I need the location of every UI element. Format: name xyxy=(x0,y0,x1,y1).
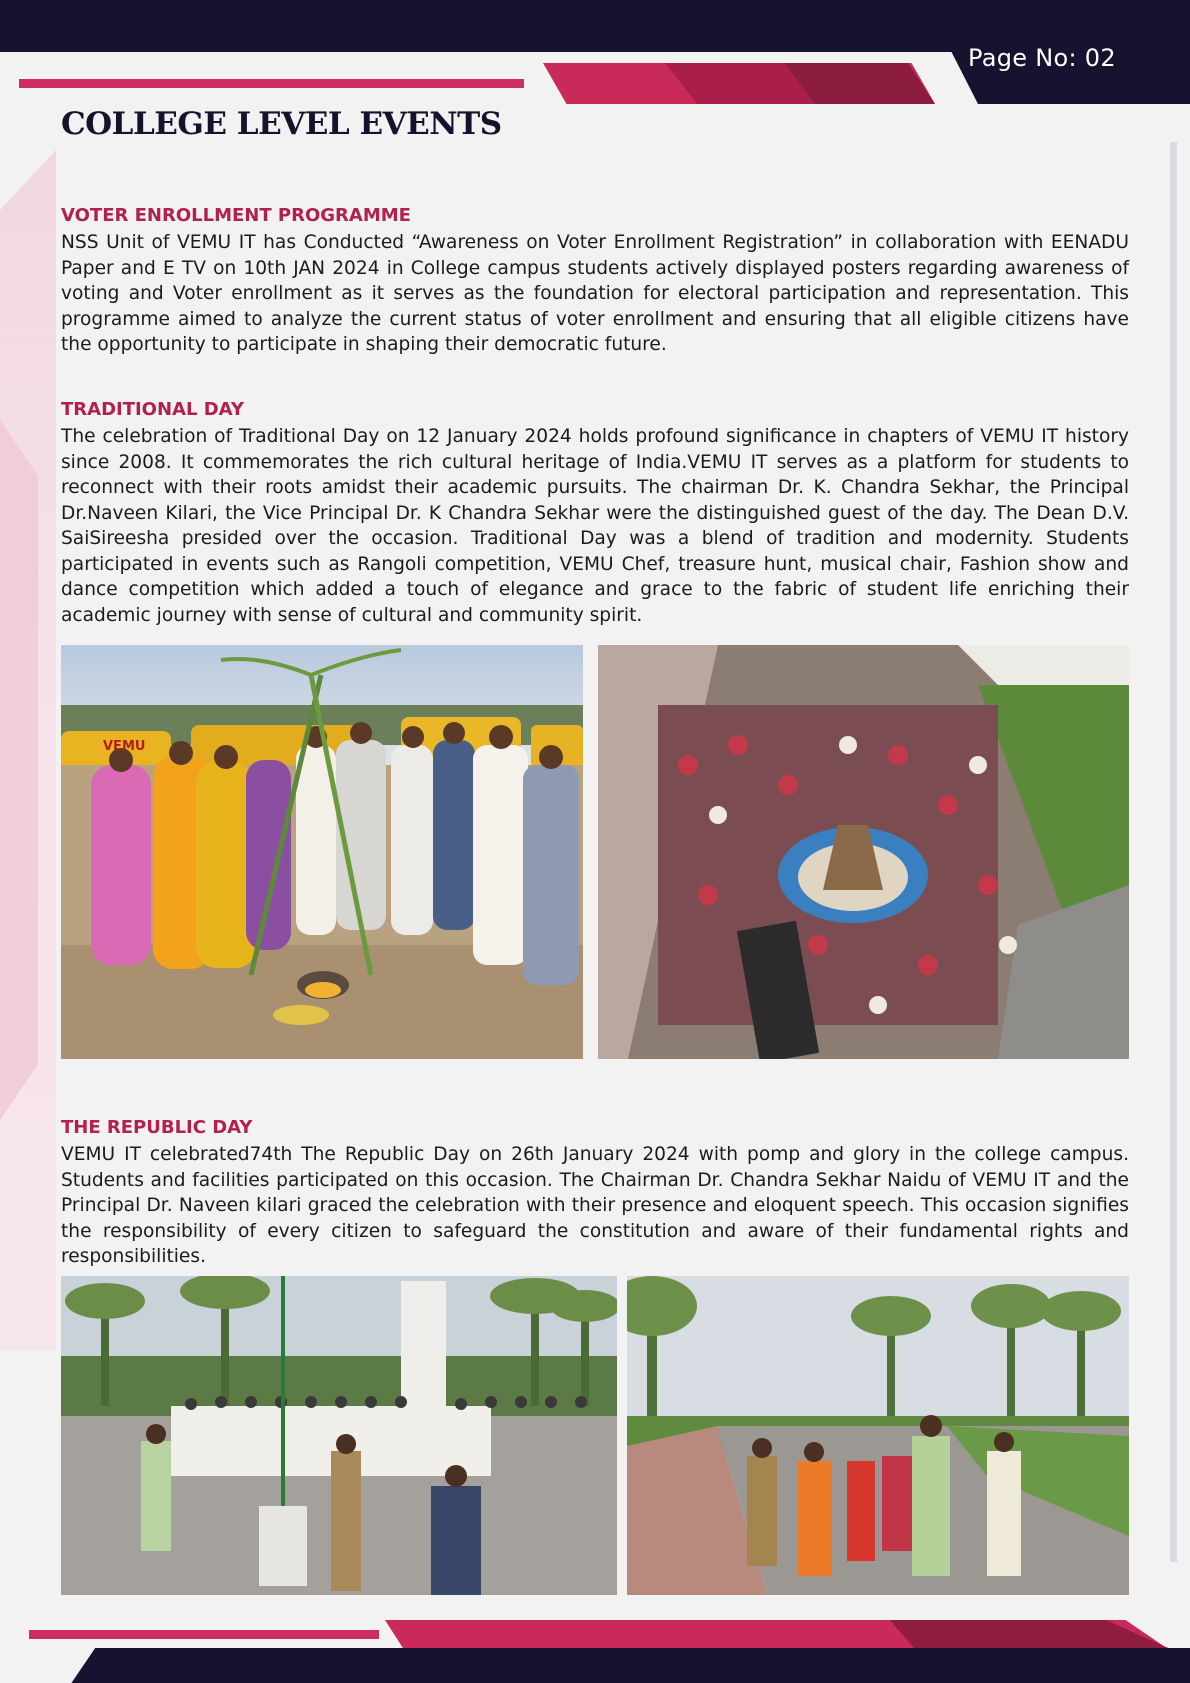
footer-band xyxy=(0,1648,1190,1683)
traditional-day-heading: TRADITIONAL DAY xyxy=(61,399,244,420)
republic-day-heading: THE REPUBLIC DAY xyxy=(61,1117,253,1138)
header-accent-line xyxy=(19,79,524,88)
republic-day-text: VEMU IT celebrated74th The Republic Day on 26th January 2024 with pomp and glory in the college campus. Students and facilities participated on this occasion. The Chairman Dr. Chandra Sekhar Naidu of VEMU IT and the Principal Dr. Naveen kilari graced the celebration with their presence and eloquent speech. This occasion signifies the responsibility of every citizen to safeguard the constitution and aware of their fundamental rights and responsibilities. xyxy=(61,1144,1129,1267)
bus-label: VEMU xyxy=(103,739,146,754)
voter-enrollment-heading: VOTER ENROLLMENT PROGRAMME xyxy=(61,205,411,226)
traditional-day-text: The celebration of Traditional Day on 12 January 2024 holds profound significance in chapters of VEMU IT history since 2008. It commemorates the rich cultural heritage of India.VEMU IT serves as a platform for students to reconnect with their roots amidst their academic pursuits. The chairman Dr. K. Chandra Sekhar, the Principal Dr.Naveen Kilari, the Vice Principal Dr. K Chandra Sekhar were the distinguished guest of the day. The Dean D.V. SaiSireesha presided over the occasion. Traditional Day was a blend of tradition and modernity. Students participated in events such as Rangoli competition, VEMU Chef, treasure hunt, musical chair, Fashion show and dance competition which added a touch of elegance and grace to the fabric of student life enriching their academic journey with sense of cultural and community spirit. xyxy=(61,426,1129,626)
republic-day-photo-procession xyxy=(627,1276,1129,1595)
traditional-day-photo-crowd xyxy=(598,645,1129,1059)
footer-accent-line xyxy=(29,1630,379,1639)
republic-day-photo-flag xyxy=(61,1276,617,1595)
traditional-day-photo-pongal xyxy=(61,645,583,1059)
page-number: Page No: 02 xyxy=(968,44,1116,72)
left-decor-shape xyxy=(0,420,38,1120)
right-margin-rule xyxy=(1170,142,1177,1562)
voter-enrollment-text: NSS Unit of VEMU IT has Conducted “Awareness on Voter Enrollment Registration” in collaboration with EENADU Paper and E TV on 10th JAN 2024 in College campus students actively displayed posters regarding awareness of voting and Voter enrollment as it serves as the foundation for electoral participation and representation. This programme aimed to analyze the current status of voter enrollment and ensuring that all eligible citizens have the opportunity to participate in shaping their democratic future. xyxy=(61,232,1129,355)
page-title: COLLEGE LEVEL EVENTS xyxy=(61,106,502,142)
